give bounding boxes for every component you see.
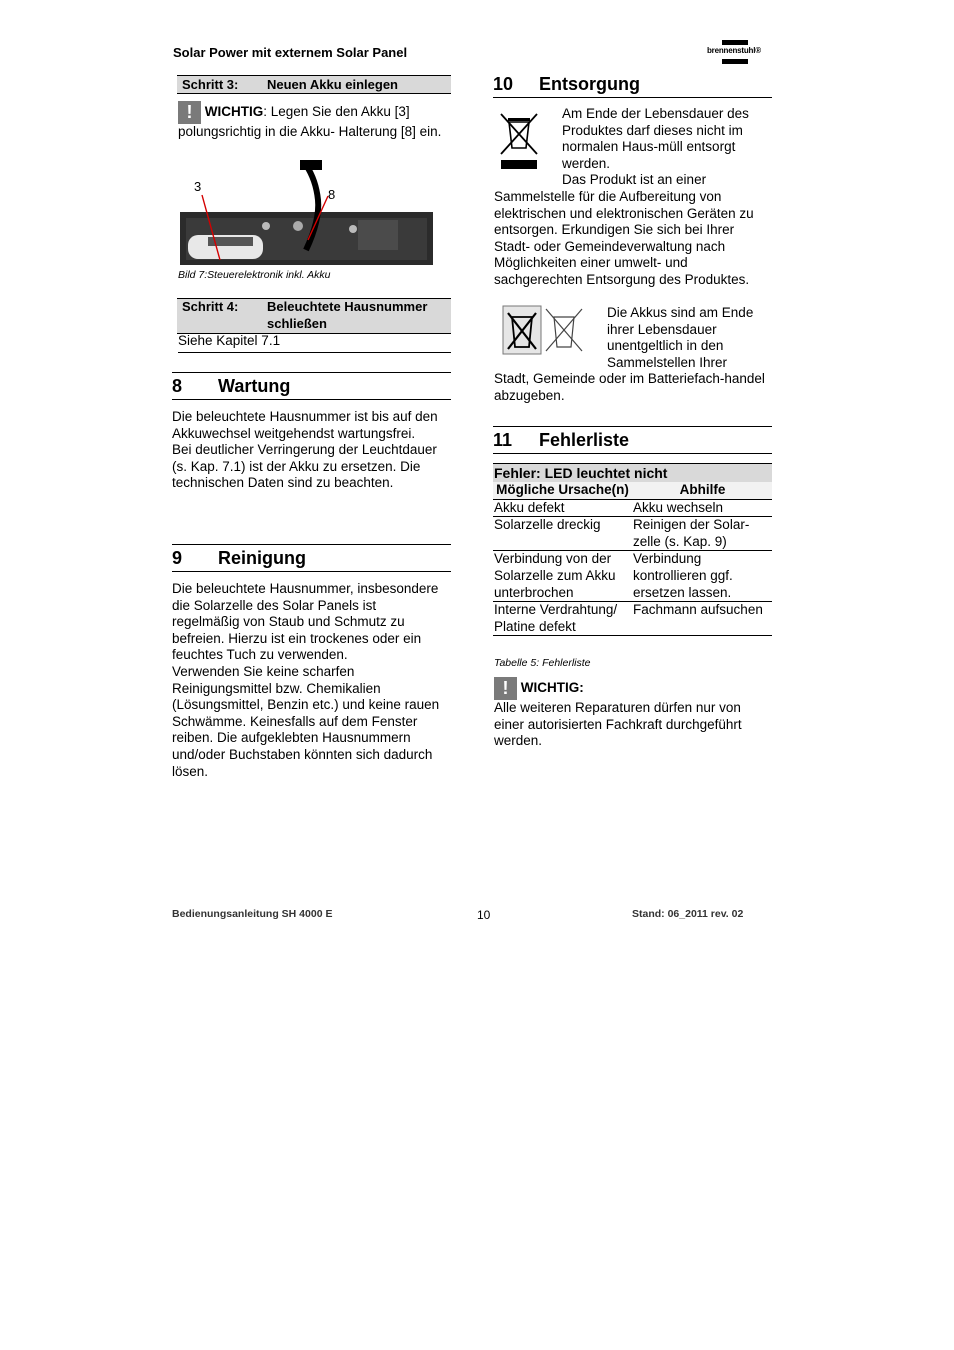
table-cell-fix: Reinigen der Solar-zelle (s. Kap. 9) — [632, 517, 772, 551]
section-9-paragraph-1: Die beleuchtete Hausnummer, insbesondere die Solarzelle des Solar Panels ist regelmäßig von Staub und Schmutz zu befreien. Hierzu ist ein trockenes oder ein feuchtes Tuch zu verwenden. — [172, 581, 439, 663]
section-9-heading — [172, 544, 451, 572]
section-9-title: Reinigung — [218, 548, 306, 568]
section-8-heading — [172, 372, 451, 400]
section-10-side-text-1: Am Ende der Lebensdauer des Produktes darf dieses nicht im normalen Haus-müll entsorgt werden. — [562, 106, 749, 171]
section-11-heading — [493, 426, 772, 454]
step3-bar — [177, 75, 451, 94]
section-9-body — [172, 581, 444, 780]
table-row — [493, 517, 772, 551]
figure-caption: Bild 7:Steuerelektronik inkl. Akku — [178, 269, 331, 281]
step4-key: Schritt 4: — [182, 299, 239, 314]
wichtig-text-2: Alle weiteren Reparaturen dürfen nur von einer autorisierten Fachkraft durchgeführt werden. — [494, 700, 742, 749]
wichtig-note-1 — [178, 101, 450, 141]
table-caption: Tabelle 5: Fehlerliste — [494, 657, 591, 669]
section-10-line: Das Produkt ist an einer — [562, 172, 707, 187]
section-10-paragraph-1: Sammelstelle für die Aufbereitung von elektrischen und elektronischen Geräten zu entsorgen. Erkundigen Sie sich bei Ihrer Stadt- oder Gemeindeverwaltung nach Möglichkeiten einer umwelt- und sachgerechten Entsorgung des Produktes. — [494, 189, 754, 287]
footer-page-number: 10 — [477, 908, 491, 922]
step3-value: Neuen Akku einlegen — [267, 77, 398, 92]
section-10-paragraph-2: Stadt, Gemeinde oder im Batteriefach-handel abzugeben. — [494, 371, 765, 403]
error-table-title-text: Fehler: LED leuchtet nicht — [494, 465, 668, 481]
callout-8: 8 — [328, 187, 336, 202]
table-cell-fix: Akku wechseln — [632, 499, 772, 517]
section-10-number: 10 — [493, 74, 514, 94]
photo-control-electronics — [178, 160, 435, 268]
weee-crossed-bin-icon — [499, 110, 539, 172]
step3-key: Schritt 3: — [182, 77, 239, 92]
document-header-title: Solar Power mit externem Solar Panel — [173, 45, 408, 60]
section-8-paragraph-1: Die beleuchtete Hausnummer ist bis auf den Akkuwechsel weitgehendst wartungsfrei. — [172, 409, 438, 441]
wichtig-label-1: WICHTIG — [204, 104, 264, 119]
table-cell-fix: Verbindung kontrollieren ggf. ersetzen lassen. — [632, 551, 772, 602]
error-table-header-row — [493, 482, 772, 499]
table-cell-cause: Solarzelle dreckig — [493, 517, 632, 551]
wichtig-text-1: : Legen Sie den Akku [3] polungsrichtig in die Akku- Halterung [8] ein. — [178, 104, 442, 139]
section-10-title: Entsorgung — [539, 74, 640, 94]
section-10-heading — [493, 71, 772, 98]
section-9-number: 9 — [172, 548, 183, 568]
figure-control-electronics — [178, 160, 435, 268]
warning-icon: ! — [494, 677, 517, 700]
wichtig-note-2 — [494, 677, 772, 750]
section-8-title: Wartung — [218, 376, 291, 396]
section-10-side-text-2: Die Akkus sind am Ende ihrer Lebensdauer unentgeltlich in den Sammelstellen Ihrer — [607, 305, 754, 370]
table-cell-cause: Akku defekt — [493, 499, 632, 517]
brand-logo — [705, 40, 771, 68]
battery-disposal-icon — [502, 305, 585, 355]
error-table-header-fix: Abhilfe — [632, 482, 772, 499]
table-cell-cause: Interne Verdrahtung/ Platine defekt — [493, 602, 632, 636]
section-8-body — [172, 409, 444, 492]
error-table-header-cause: Mögliche Ursache(n) — [493, 482, 632, 499]
section-8-paragraph-2: Bei deutlicher Verringerung der Leuchtdauer (s. Kap. 7.1) ist der Akku zu ersetzen. Die technischen Daten sind zu beachten. — [172, 442, 437, 491]
table-row — [493, 551, 772, 602]
error-table — [493, 482, 772, 636]
section-11-title: Fehlerliste — [539, 430, 630, 450]
callout-3: 3 — [194, 179, 202, 194]
step4-body: Siehe Kapitel 7.1 — [178, 333, 451, 353]
wichtig-label-2: WICHTIG: — [520, 680, 584, 695]
table-cell-cause: Verbindung von der Solarzelle zum Akku unterbrochen — [493, 551, 632, 602]
table-row — [493, 499, 772, 517]
warning-icon: ! — [178, 101, 201, 124]
step4-bar — [177, 298, 451, 334]
section-9-paragraph-2: Verwenden Sie keine scharfen Reinigungsmittel bzw. Chemikalien (Lösungsmittel, Benzin etc.) und keine rauen Schwämme. Keinesfalls auf dem Fenster reiben. Die aufgeklebten Hausnummern und/oder Buchstaben könnten sich dadurch lösen. — [172, 663, 440, 779]
error-table-title — [493, 463, 772, 483]
section-8-number: 8 — [172, 376, 183, 396]
footer-manual-name: Bedienungsanleitung SH 4000 E — [172, 908, 333, 920]
table-row — [493, 602, 772, 636]
step4-value: Beleuchtete Hausnummer schließen — [267, 299, 428, 331]
brand-name: brennenstuhl® — [707, 46, 761, 55]
table-cell-fix: Fachmann aufsuchen — [632, 602, 772, 636]
footer-revision: Stand: 06_2011 rev. 02 — [632, 908, 744, 920]
section-11-number: 11 — [493, 430, 513, 450]
